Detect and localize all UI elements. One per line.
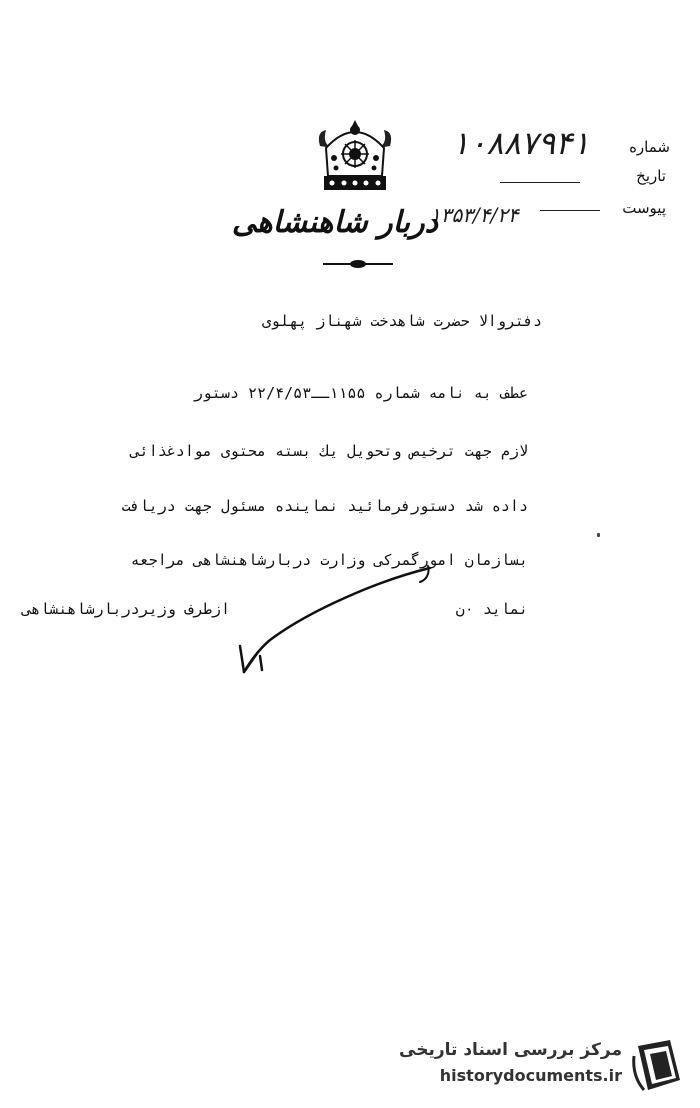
number-label: شماره xyxy=(629,138,670,156)
letter-line-5: نماید ۰ن xyxy=(455,600,528,618)
title-ornament xyxy=(323,256,393,272)
archive-book-icon xyxy=(630,1036,688,1094)
footer-url: historydocuments.ir xyxy=(439,1066,622,1085)
footer-org-name: مرکز بررسی اسناد تاریخی xyxy=(399,1040,622,1060)
number-value: ۱۰۸۸۷۹۴۱ xyxy=(452,124,590,162)
attachment-rule xyxy=(540,210,600,211)
date-value: ۱۳۵۳/۴/۲۴ xyxy=(430,203,519,227)
letter-line-2: لازم جهت ترخیص وتحویل یك بسته محتوی موادغذائی xyxy=(130,442,528,460)
pahlavi-crown-icon xyxy=(312,118,398,196)
letter-line-4: بسازمان امورگمرکی وزارت دربارشاهنشاهی مراجعه xyxy=(130,551,528,569)
court-title: دربار شاهنشاهی xyxy=(231,205,438,240)
closing-line: ازطرف وزیردربارشاهنشاهی xyxy=(22,600,230,618)
attachment-label: پیوست xyxy=(622,199,666,217)
footer-watermark xyxy=(398,1036,688,1096)
signature xyxy=(230,560,440,680)
recipient-line: دفتروالا حضرت شاهدخت شهناز پهلوی xyxy=(262,312,542,330)
letter-line-3: داده شد دستورفرمائید نماینده مسئول جهت دریافت xyxy=(121,497,528,515)
letter-line-1: عطف به نامه شماره ۱۱۵۵ــ۲۲/۴/۵۳ دستور xyxy=(193,384,528,402)
date-rule xyxy=(500,182,580,183)
margin-mark xyxy=(597,533,600,537)
date-label: تاریخ xyxy=(636,167,666,185)
